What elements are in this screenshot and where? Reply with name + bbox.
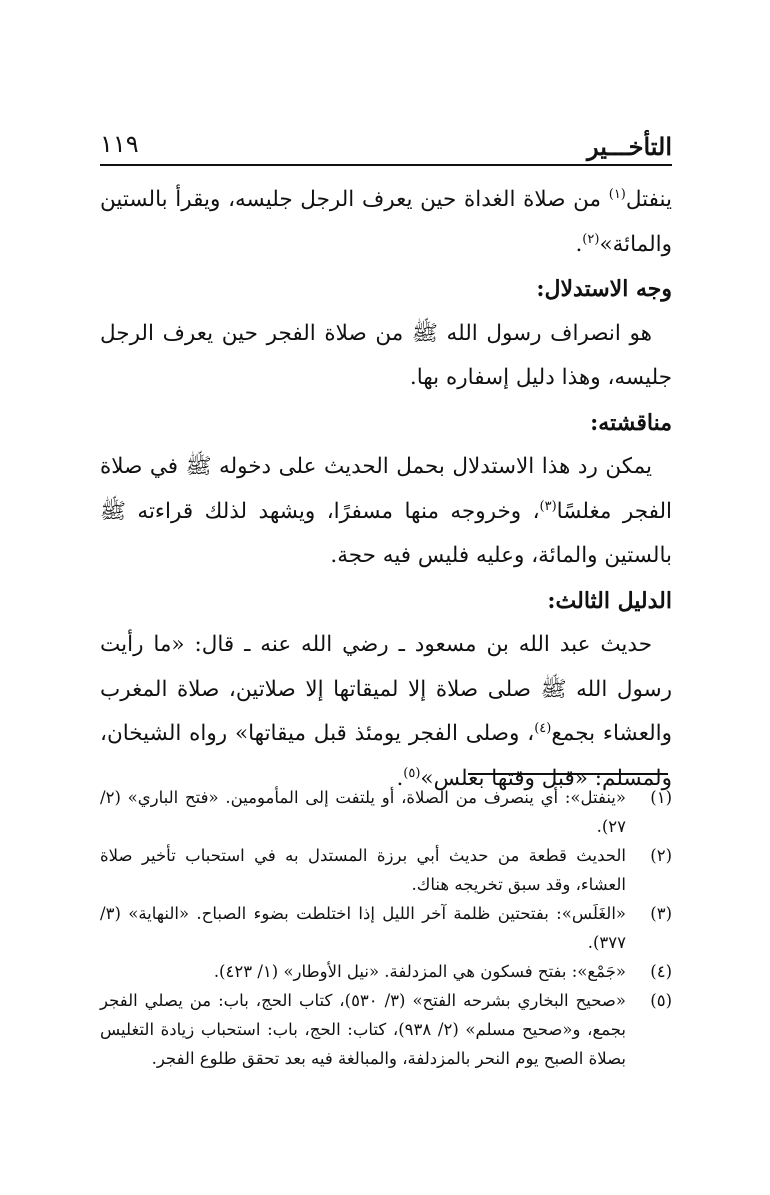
footnote-ref-2[interactable]: (٢) [582, 231, 600, 247]
paragraph-1: ينفتل$^{(١)}$ من صلاة الغداة حين يعرف الرجل جليسه، ويقرأ بالستين والمائة»$^{(٢)}$. [100, 186, 672, 257]
paragraph-3: يمكن رد هذا الاستدلال بحمل الحديث على دخوله ﷺ في صلاة الفجر مغلسًا$^{(٣)}$، وخروجه منها مسفرًا، ويشهد لذلك قراءته ﷺ بالستين والمائة، وعليه فليس فيه حجة. [100, 454, 672, 568]
running-title: التأخـــير [587, 132, 672, 161]
footnote-text: «ينفتل»: أي ينصرف من الصلاة، أو يلتفت إلى المأمومين. «فتح الباري» (٢/ ٢٧). [100, 788, 626, 836]
footnote-number: (٥) [650, 991, 672, 1010]
footnote-3 [100, 899, 672, 957]
footnotes [100, 783, 672, 1073]
footnote-ref-5[interactable]: (٥) [403, 765, 421, 781]
footnote-text: «الغَلَس»: بفتحتين ظلمة آخر الليل إذا اختلطت بضوء الصباح. «النهاية» (٣/ ٣٧٧). [100, 904, 626, 952]
footnote-text: «جَمْع»: بفتح فسكون هي المزدلفة. «نيل الأوطار» (١/ ٤٢٣). [213, 962, 626, 981]
footnote-text: «صحيح البخاري بشرحه الفتح» (٣/ ٥٣٠)، كتاب الحج، باب: من يصلي الفجر بجمع، و«صحيح مسلم» (٢/ ٩٣٨)، كتاب: الحج، باب: استحباب زيادة التغليس بصلاة الصبح يوم النحر بالمزدلفة، والمبالغة فيه بعد تحقق طلوع الفجر. [100, 991, 627, 1068]
footnote-separator [468, 773, 668, 775]
footnote-5 [100, 986, 672, 1073]
page-header [100, 128, 672, 166]
footnote-number: (١) [650, 788, 672, 807]
main-text [100, 178, 672, 801]
footnote-number: (٤) [650, 962, 672, 981]
heading-evidence-aspect: وجه الاستدلال: [536, 276, 672, 302]
paragraph-2: هو انصراف رسول الله ﷺ من صلاة الفجر حين يعرف الرجل جليسه، وهذا دليل إسفاره بها. [100, 320, 672, 390]
paragraph-4: حديث عبد الله بن مسعود ـ رضي الله عنه ـ قال: «ما رأيت رسول الله ﷺ صلى صلاة إلا لميقاتها إلا صلاتين، صلاة المغرب والعشاء بجمع$^{(٤)}$، وصلى الفجر يومئذ قبل ميقاتها» رواه الشيخان، ولمسلم: «قبل وقتها بغلس»$^{(٥)}$. [100, 632, 672, 791]
footnote-number: (٢) [650, 846, 672, 865]
heading-discussion: مناقشته: [590, 409, 672, 436]
footnote-1 [100, 783, 672, 841]
footnote-2 [100, 841, 672, 899]
page-number: ١١٩ [100, 130, 139, 158]
footnote-4 [100, 957, 672, 986]
footnote-ref-3[interactable]: (٣) [539, 498, 557, 514]
footnote-ref-4[interactable]: (٤) [534, 720, 552, 736]
footnote-ref-1[interactable]: (١) [608, 186, 626, 202]
footnote-text: الحديث قطعة من حديث أبي برزة المستدل به في استحباب تأخير صلاة العشاء، وقد سبق تخريجه هناك. [100, 846, 626, 894]
heading-third-evidence: الدليل الثالث: [547, 587, 672, 614]
footnote-number: (٣) [650, 904, 672, 923]
